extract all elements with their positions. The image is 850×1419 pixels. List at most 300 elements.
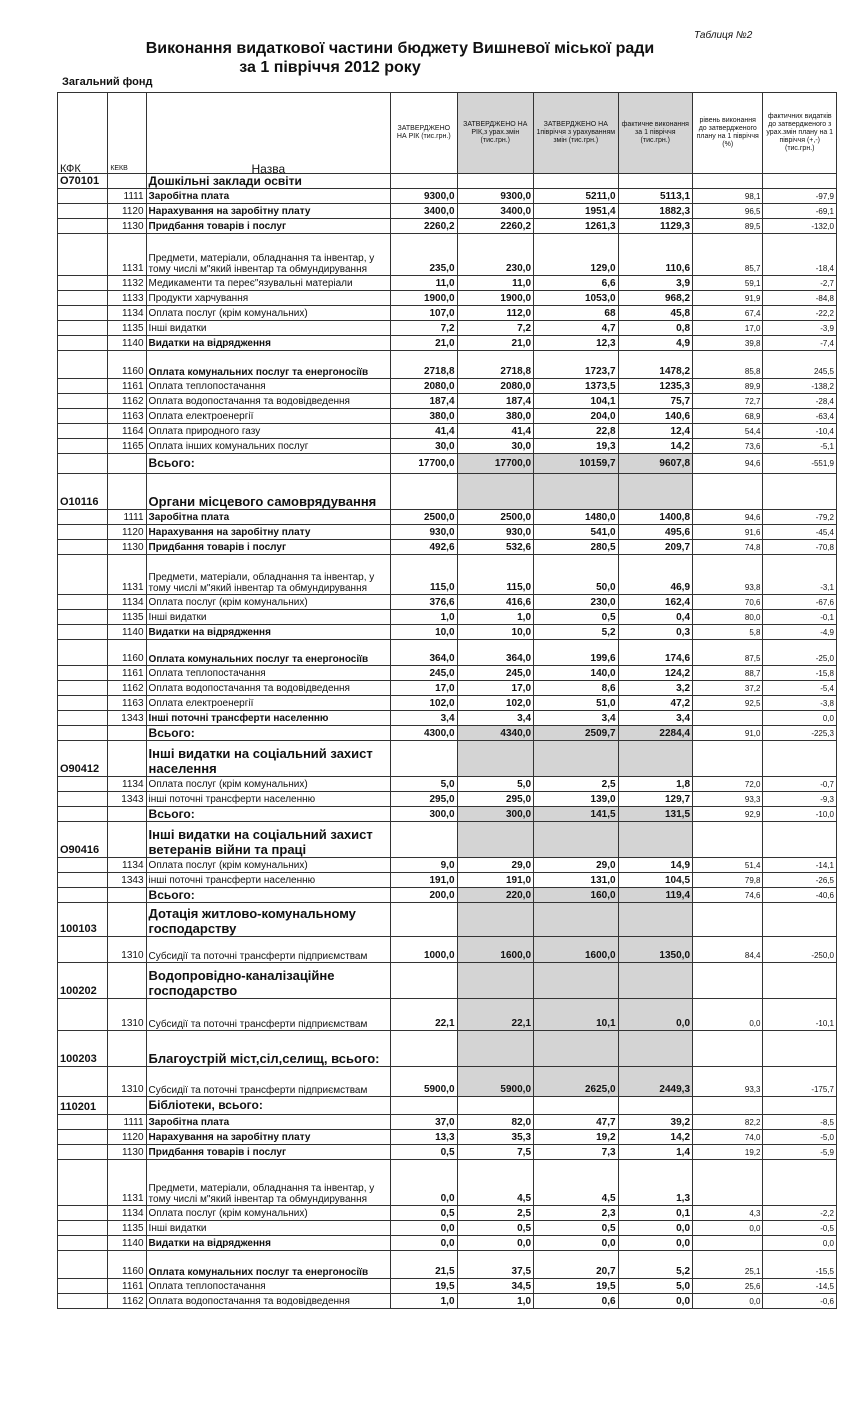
approved-half-cell <box>534 174 619 189</box>
approved-half-cell: 204,0 <box>534 409 619 424</box>
actual-cell: 75,7 <box>618 394 692 409</box>
table-row <box>58 409 837 424</box>
name-cell: Дошкільні заклади освіти <box>146 174 391 189</box>
table-row <box>58 1236 837 1251</box>
level-cell <box>693 1236 763 1251</box>
approved-year-cell: 295,0 <box>391 792 457 807</box>
kekv-cell <box>108 963 146 999</box>
approved-changes-cell: 3,4 <box>457 711 533 726</box>
kekv-cell: 1135 <box>108 610 146 625</box>
kekv-cell: 1130 <box>108 540 146 555</box>
kfk-cell <box>58 1294 108 1309</box>
level-cell: 19,2 <box>693 1145 763 1160</box>
kfk-cell <box>58 666 108 681</box>
deviation-cell: -45,4 <box>763 525 837 540</box>
deviation-cell: -67,6 <box>763 595 837 610</box>
approved-year-cell: 2500,0 <box>391 510 457 525</box>
actual-cell: 3,4 <box>618 711 692 726</box>
level-cell: 93,3 <box>693 792 763 807</box>
approved-year-cell <box>391 1031 457 1067</box>
level-cell: 68,9 <box>693 409 763 424</box>
approved-year-cell: 11,0 <box>391 276 457 291</box>
table-row <box>58 999 837 1031</box>
approved-changes-cell: 11,0 <box>457 276 533 291</box>
table-row <box>58 696 837 711</box>
approved-year-cell <box>391 174 457 189</box>
kfk-cell <box>58 681 108 696</box>
approved-changes-cell: 30,0 <box>457 439 533 454</box>
actual-cell: 1235,3 <box>618 379 692 394</box>
actual-cell: 110,6 <box>618 234 692 276</box>
name-cell: інші поточні трансферти населенню <box>146 792 391 807</box>
approved-year-cell: 200,0 <box>391 888 457 903</box>
deviation-cell: -22,2 <box>763 306 837 321</box>
level-cell: 37,2 <box>693 681 763 696</box>
deviation-cell: -9,3 <box>763 792 837 807</box>
approved-half-cell: 5,2 <box>534 625 619 640</box>
actual-cell: 45,8 <box>618 306 692 321</box>
section-row <box>58 1031 837 1067</box>
approved-half-cell: 129,0 <box>534 234 619 276</box>
approved-changes-cell: 1900,0 <box>457 291 533 306</box>
approved-year-cell: 187,4 <box>391 394 457 409</box>
level-cell <box>693 822 763 858</box>
approved-year-cell: 930,0 <box>391 525 457 540</box>
table-row <box>58 1279 837 1294</box>
approved-changes-cell: 380,0 <box>457 409 533 424</box>
name-cell: Заробітна плата <box>146 1115 391 1130</box>
col-actual-half-year: фактичне виконання за 1 півріччя (тис.грн.) <box>618 93 692 174</box>
approved-changes-cell: 37,5 <box>457 1251 533 1279</box>
name-cell: Органи місцевого самоврядування <box>146 474 391 510</box>
name-cell: Заробітна плата <box>146 189 391 204</box>
kekv-cell: 1130 <box>108 1145 146 1160</box>
name-cell: Оплата електроенергії <box>146 409 391 424</box>
table-row <box>58 1067 837 1097</box>
kekv-cell: 1160 <box>108 1251 146 1279</box>
actual-cell: 0,3 <box>618 625 692 640</box>
kfk-cell <box>58 276 108 291</box>
deviation-cell: -3,9 <box>763 321 837 336</box>
approved-half-cell: 160,0 <box>534 888 619 903</box>
actual-cell: 0,8 <box>618 321 692 336</box>
kekv-cell <box>108 454 146 474</box>
name-cell: Оплата комунальних послуг та енергоносіїв <box>146 640 391 666</box>
approved-changes-cell: 9300,0 <box>457 189 533 204</box>
kfk-cell <box>58 336 108 351</box>
deviation-cell: -250,0 <box>763 937 837 963</box>
approved-half-cell: 29,0 <box>534 858 619 873</box>
kekv-cell <box>108 741 146 777</box>
approved-year-cell: 21,0 <box>391 336 457 351</box>
approved-changes-cell: 4340,0 <box>457 726 533 741</box>
table-row <box>58 291 837 306</box>
approved-year-cell: 245,0 <box>391 666 457 681</box>
name-cell: Інші видатки на соціальний захист ветеранів війни та праці <box>146 822 391 858</box>
approved-half-cell: 139,0 <box>534 792 619 807</box>
approved-half-cell: 2,5 <box>534 777 619 792</box>
kekv-cell <box>108 822 146 858</box>
table-row <box>58 937 837 963</box>
level-cell: 39,8 <box>693 336 763 351</box>
kfk-cell: 100202 <box>58 963 108 999</box>
deviation-cell <box>763 963 837 999</box>
kekv-cell: 1134 <box>108 1206 146 1221</box>
kfk-cell <box>58 792 108 807</box>
approved-year-cell <box>391 903 457 937</box>
approved-changes-cell: 0,5 <box>457 1221 533 1236</box>
name-cell: Всього: <box>146 807 391 822</box>
level-cell: 0,0 <box>693 999 763 1031</box>
kfk-cell <box>58 510 108 525</box>
name-cell: Інші видатки на соціальний захист населення <box>146 741 391 777</box>
table-row <box>58 321 837 336</box>
approved-changes-cell <box>457 1097 533 1115</box>
deviation-cell: -0,6 <box>763 1294 837 1309</box>
approved-changes-cell <box>457 822 533 858</box>
approved-changes-cell: 191,0 <box>457 873 533 888</box>
name-cell: Видатки на відрядження <box>146 1236 391 1251</box>
approved-half-cell: 50,0 <box>534 555 619 595</box>
kfk-cell <box>58 454 108 474</box>
deviation-cell: -3,1 <box>763 555 837 595</box>
deviation-cell <box>763 1031 837 1067</box>
approved-half-cell <box>534 474 619 510</box>
kekv-cell: 1310 <box>108 1067 146 1097</box>
approved-half-cell <box>534 741 619 777</box>
actual-cell <box>618 174 692 189</box>
approved-half-cell: 10,1 <box>534 999 619 1031</box>
name-cell: Предмети, матеріали, обладнання та інвентар, у тому числі м"який інвентар та обмундирування <box>146 555 391 595</box>
deviation-cell: -28,4 <box>763 394 837 409</box>
approved-year-cell: 9300,0 <box>391 189 457 204</box>
approved-year-cell: 17,0 <box>391 681 457 696</box>
kekv-cell: 1134 <box>108 306 146 321</box>
kekv-cell: 1310 <box>108 937 146 963</box>
kekv-cell: 1134 <box>108 858 146 873</box>
approved-changes-cell: 416,6 <box>457 595 533 610</box>
approved-half-cell: 12,3 <box>534 336 619 351</box>
kekv-cell: 1343 <box>108 711 146 726</box>
approved-year-cell: 13,3 <box>391 1130 457 1145</box>
approved-changes-cell <box>457 174 533 189</box>
approved-changes-cell: 7,2 <box>457 321 533 336</box>
approved-changes-cell <box>457 1031 533 1067</box>
approved-half-cell <box>534 903 619 937</box>
kekv-cell: 1343 <box>108 792 146 807</box>
name-cell: Оплата послуг (крім комунальних) <box>146 858 391 873</box>
approved-changes-cell: 364,0 <box>457 640 533 666</box>
approved-changes-cell: 34,5 <box>457 1279 533 1294</box>
table-row <box>58 510 837 525</box>
approved-changes-cell: 930,0 <box>457 525 533 540</box>
actual-cell <box>618 963 692 999</box>
actual-cell: 5,0 <box>618 1279 692 1294</box>
actual-cell: 12,4 <box>618 424 692 439</box>
name-cell: Бібліотеки, всього: <box>146 1097 391 1115</box>
table-number: Таблиця №2 <box>694 30 753 41</box>
deviation-cell: 0,0 <box>763 1236 837 1251</box>
approved-changes-cell: 21,0 <box>457 336 533 351</box>
kfk-cell <box>58 1160 108 1206</box>
kekv-cell: 1120 <box>108 525 146 540</box>
table-row <box>58 306 837 321</box>
kekv-cell: 1165 <box>108 439 146 454</box>
table-row <box>58 610 837 625</box>
approved-year-cell: 2260,2 <box>391 219 457 234</box>
approved-year-cell: 19,5 <box>391 1279 457 1294</box>
kfk-cell <box>58 1130 108 1145</box>
approved-year-cell: 5900,0 <box>391 1067 457 1097</box>
approved-changes-cell: 1,0 <box>457 610 533 625</box>
kekv-cell: 1135 <box>108 1221 146 1236</box>
section-row <box>58 822 837 858</box>
actual-cell: 1,3 <box>618 1160 692 1206</box>
table-row <box>58 1206 837 1221</box>
table-row <box>58 525 837 540</box>
table-row <box>58 792 837 807</box>
approved-changes-cell: 115,0 <box>457 555 533 595</box>
section-row <box>58 741 837 777</box>
kfk-cell <box>58 610 108 625</box>
approved-half-cell: 1951,4 <box>534 204 619 219</box>
actual-cell: 14,2 <box>618 439 692 454</box>
name-cell: Придбання товарів і послуг <box>146 1145 391 1160</box>
approved-year-cell: 0,0 <box>391 1236 457 1251</box>
level-cell: 92,9 <box>693 807 763 822</box>
kekv-cell <box>108 1031 146 1067</box>
actual-cell: 1129,3 <box>618 219 692 234</box>
col-deviation: фактичних видатків до затвердженого з урах.змін плану на 1 півріччя (+,-) (тис.грн.) <box>763 93 837 174</box>
kekv-cell: 1161 <box>108 666 146 681</box>
kekv-cell: 1120 <box>108 1130 146 1145</box>
kfk-cell <box>58 555 108 595</box>
approved-year-cell: 1,0 <box>391 1294 457 1309</box>
approved-changes-cell: 295,0 <box>457 792 533 807</box>
actual-cell: 14,2 <box>618 1130 692 1145</box>
kfk-cell <box>58 640 108 666</box>
approved-half-cell: 4,5 <box>534 1160 619 1206</box>
col-approved-year-changes: ЗАТВЕРДЖЕНО НА РІК,з урах.змін (тис.грн.) <box>457 93 533 174</box>
approved-half-cell <box>534 822 619 858</box>
kfk-cell <box>58 424 108 439</box>
level-cell: 91,6 <box>693 525 763 540</box>
approved-year-cell: 364,0 <box>391 640 457 666</box>
level-cell <box>693 741 763 777</box>
approved-half-cell: 541,0 <box>534 525 619 540</box>
name-cell: Субсидії та поточні трансферти підприємствам <box>146 937 391 963</box>
approved-year-cell: 0,5 <box>391 1145 457 1160</box>
name-cell: Придбання товарів і послуг <box>146 540 391 555</box>
actual-cell: 0,0 <box>618 1294 692 1309</box>
approved-changes-cell: 300,0 <box>457 807 533 822</box>
table-row <box>58 777 837 792</box>
level-cell <box>693 963 763 999</box>
kfk-cell <box>58 189 108 204</box>
deviation-cell <box>763 174 837 189</box>
actual-cell: 0,0 <box>618 1236 692 1251</box>
table-row <box>58 625 837 640</box>
table-row <box>58 379 837 394</box>
level-cell: 17,0 <box>693 321 763 336</box>
actual-cell: 14,9 <box>618 858 692 873</box>
approved-year-cell: 380,0 <box>391 409 457 424</box>
level-cell: 92,5 <box>693 696 763 711</box>
actual-cell: 9607,8 <box>618 454 692 474</box>
kekv-cell <box>108 807 146 822</box>
table-row <box>58 204 837 219</box>
kekv-cell: 1310 <box>108 999 146 1031</box>
deviation-cell <box>763 903 837 937</box>
level-cell <box>693 474 763 510</box>
level-cell: 82,2 <box>693 1115 763 1130</box>
table-row <box>58 1221 837 1236</box>
approved-half-cell: 19,3 <box>534 439 619 454</box>
approved-changes-cell: 17700,0 <box>457 454 533 474</box>
kfk-cell <box>58 1067 108 1097</box>
kfk-cell <box>58 204 108 219</box>
approved-changes-cell: 230,0 <box>457 234 533 276</box>
approved-half-cell: 0,5 <box>534 1221 619 1236</box>
actual-cell: 4,9 <box>618 336 692 351</box>
name-cell: Оплата послуг (крім комунальних) <box>146 595 391 610</box>
approved-year-cell: 0,0 <box>391 1160 457 1206</box>
name-cell: Дотація житлово-комунальному господарству <box>146 903 391 937</box>
approved-year-cell: 41,4 <box>391 424 457 439</box>
approved-changes-cell: 102,0 <box>457 696 533 711</box>
kfk-cell <box>58 807 108 822</box>
level-cell: 94,6 <box>693 510 763 525</box>
approved-half-cell: 4,7 <box>534 321 619 336</box>
kekv-cell: 1162 <box>108 394 146 409</box>
approved-year-cell: 492,6 <box>391 540 457 555</box>
name-cell: Інші поточні трансферти населенню <box>146 711 391 726</box>
approved-year-cell: 17700,0 <box>391 454 457 474</box>
kekv-cell: 1140 <box>108 336 146 351</box>
kfk-cell <box>58 351 108 379</box>
approved-half-cell: 68 <box>534 306 619 321</box>
table-row <box>58 336 837 351</box>
approved-year-cell: 4300,0 <box>391 726 457 741</box>
kfk-cell: 100203 <box>58 1031 108 1067</box>
approved-half-cell: 51,0 <box>534 696 619 711</box>
name-cell: Предмети, матеріали, обладнання та інвентар, у тому числі м"який інвентар та обмундирування <box>146 1160 391 1206</box>
actual-cell: 162,4 <box>618 595 692 610</box>
name-cell: Нарахування на заробітну плату <box>146 204 391 219</box>
approved-year-cell: 2718,8 <box>391 351 457 379</box>
deviation-cell <box>763 1160 837 1206</box>
name-cell: Благоустрій міст,сіл,селищ, всього: <box>146 1031 391 1067</box>
kfk-cell <box>58 219 108 234</box>
approved-changes-cell: 245,0 <box>457 666 533 681</box>
total-row <box>58 807 837 822</box>
kekv-cell: 1133 <box>108 291 146 306</box>
name-cell: Заробітна плата <box>146 510 391 525</box>
approved-changes-cell: 7,5 <box>457 1145 533 1160</box>
actual-cell: 46,9 <box>618 555 692 595</box>
actual-cell <box>618 1031 692 1067</box>
actual-cell: 39,2 <box>618 1115 692 1130</box>
deviation-cell <box>763 474 837 510</box>
deviation-cell: -79,2 <box>763 510 837 525</box>
total-row <box>58 888 837 903</box>
kfk-cell <box>58 1115 108 1130</box>
approved-year-cell: 1900,0 <box>391 291 457 306</box>
approved-half-cell: 230,0 <box>534 595 619 610</box>
table-row <box>58 1251 837 1279</box>
approved-year-cell: 191,0 <box>391 873 457 888</box>
level-cell: 93,8 <box>693 555 763 595</box>
approved-changes-cell: 2260,2 <box>457 219 533 234</box>
kfk-cell <box>58 1236 108 1251</box>
kekv-cell: 1163 <box>108 696 146 711</box>
actual-cell: 1478,2 <box>618 351 692 379</box>
kfk-cell <box>58 525 108 540</box>
approved-year-cell: 22,1 <box>391 999 457 1031</box>
level-cell: 67,4 <box>693 306 763 321</box>
approved-year-cell: 1000,0 <box>391 937 457 963</box>
approved-half-cell: 199,6 <box>534 640 619 666</box>
actual-cell: 174,6 <box>618 640 692 666</box>
deviation-cell: -3,8 <box>763 696 837 711</box>
approved-changes-cell: 5900,0 <box>457 1067 533 1097</box>
actual-cell: 119,4 <box>618 888 692 903</box>
level-cell: 0,0 <box>693 1294 763 1309</box>
approved-half-cell: 47,7 <box>534 1115 619 1130</box>
name-cell: Нарахування на заробітну плату <box>146 525 391 540</box>
approved-changes-cell: 2718,8 <box>457 351 533 379</box>
col-approved-half-year: ЗАТВЕРДЖЕНО НА 1півріччя з урахуванням змін (тис.грн.) <box>534 93 619 174</box>
actual-cell: 2449,3 <box>618 1067 692 1097</box>
kekv-cell <box>108 888 146 903</box>
level-cell: 89,5 <box>693 219 763 234</box>
table-row <box>58 234 837 276</box>
approved-year-cell <box>391 1097 457 1115</box>
deviation-cell: -15,8 <box>763 666 837 681</box>
fund-label: Загальний фонд <box>62 76 153 88</box>
level-cell: 85,7 <box>693 234 763 276</box>
actual-cell: 1,4 <box>618 1145 692 1160</box>
table-row <box>58 858 837 873</box>
name-cell: Продукти харчування <box>146 291 391 306</box>
kekv-cell: 1131 <box>108 234 146 276</box>
deviation-cell: -25,0 <box>763 640 837 666</box>
actual-cell <box>618 822 692 858</box>
deviation-cell: -10,0 <box>763 807 837 822</box>
approved-half-cell: 1600,0 <box>534 937 619 963</box>
kekv-cell: 1130 <box>108 219 146 234</box>
deviation-cell: -84,8 <box>763 291 837 306</box>
section-row <box>58 903 837 937</box>
level-cell: 5,8 <box>693 625 763 640</box>
actual-cell: 124,2 <box>618 666 692 681</box>
kekv-cell: 1160 <box>108 640 146 666</box>
approved-half-cell: 8,6 <box>534 681 619 696</box>
kfk-cell: 100103 <box>58 903 108 937</box>
actual-cell: 104,5 <box>618 873 692 888</box>
approved-year-cell: 107,0 <box>391 306 457 321</box>
deviation-cell: 0,0 <box>763 711 837 726</box>
level-cell: 80,0 <box>693 610 763 625</box>
table-row <box>58 555 837 595</box>
deviation-cell: -40,6 <box>763 888 837 903</box>
approved-half-cell: 141,5 <box>534 807 619 822</box>
actual-cell: 0,0 <box>618 1221 692 1236</box>
deviation-cell: -5,9 <box>763 1145 837 1160</box>
kekv-cell: 1134 <box>108 595 146 610</box>
deviation-cell: -5,4 <box>763 681 837 696</box>
deviation-cell: -14,5 <box>763 1279 837 1294</box>
